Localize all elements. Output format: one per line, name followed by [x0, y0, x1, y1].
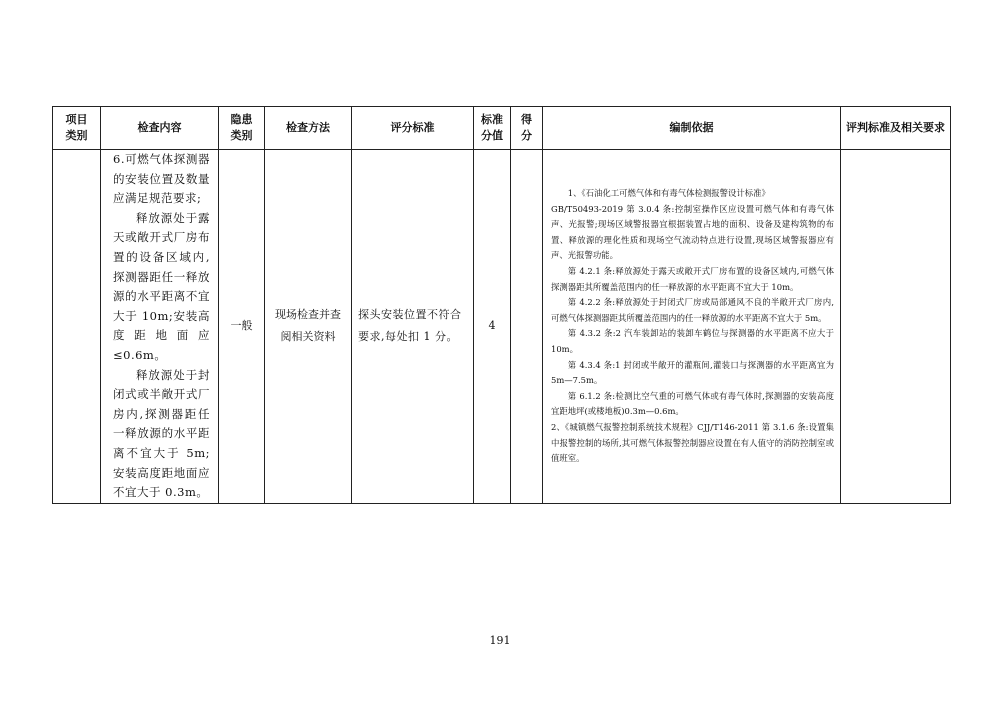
- header-method: 检查方法: [265, 107, 352, 150]
- basis-line: 2、《城镇燃气报警控制系统技术规程》CJJ/T146-2011 第 3.1.6 条:设置集中报警控制的场所,其可燃气体报警控制器应设置在有人值守的消防控制室或值班室。: [551, 421, 834, 464]
- content-item-enclosed-area: 释放源处于封闭式或半敞开式厂房内,探测器距任一释放源的水平距离不宜大于 5m;安装高度距地面应不宜大于 0.3m。: [113, 367, 210, 500]
- header-content: 检查内容: [101, 107, 219, 150]
- cell-basis: [543, 150, 841, 504]
- content-item-heading: 6.可燃气体探测器的安装位置及数量应满足规范要求;: [113, 152, 210, 206]
- cell-standard-score: 4: [474, 150, 511, 504]
- cell-hazard-type: 一般: [219, 150, 265, 504]
- cell-score: [511, 150, 543, 504]
- table-header-row: [53, 107, 951, 150]
- basis-line: 第 4.3.2 条:2 汽车装卸站的装卸车鹤位与探测器的水平距离不应大于 10m。: [551, 328, 834, 354]
- basis-line: 第 4.3.4 条:1 封闭或半敞开的灌瓶间,灌装口与探测器的水平距离宜为 5m—7.5m。: [551, 359, 834, 386]
- cell-category: [53, 150, 101, 504]
- basis-line: GB/T50493-2019 第 3.0.4 条:控制室操作区应设置可燃气体和有毒气体声、光报警;现场区域警报器宜根据装置占地的面积、设备及建构筑物的布置、释放源的理化性质和现场空气流动特点进行设置,现场区域警报器应有声、光报警功能。: [551, 203, 834, 261]
- basis-line: 第 4.2.1 条:释放源处于露天或敞开式厂房布置的设备区域内,可燃气体探测器距其所覆盖范围内的任一释放源的水平距离不宜大于 10m。: [551, 265, 834, 292]
- cell-judgment: [841, 150, 951, 504]
- header-standard-score: 标准分值: [474, 107, 511, 150]
- basis-line: 第 4.2.2 条:释放源处于封闭式厂房或局部通风不良的半敞开式厂房内,可燃气体探测器距其所覆盖范围内的任一释放源的水平距离不宜大于 5m。: [551, 297, 834, 323]
- content-item-open-area: 释放源处于露天或敞开式厂房布置的设备区域内,探测器距任一释放源的水平距离不宜大于 10m;安装高度距地面应≤0.6m。: [113, 210, 210, 362]
- basis-line: 第 6.1.2 条:检测比空气重的可燃气体或有毒气体时,探测器的安装高度宜距地坪(或楼地板)0.3m—0.6m。: [551, 390, 834, 417]
- header-scoring: 评分标准: [352, 107, 474, 150]
- header-score: 得分: [511, 107, 543, 150]
- header-judgment: 评判标准及相关要求: [841, 107, 951, 150]
- cell-scoring: 探头安装位置不符合要求,每处扣 1 分。: [352, 150, 474, 504]
- header-hazard-type: 隐患类别: [219, 107, 265, 150]
- inspection-table: [52, 106, 951, 504]
- basis-line: 1、《石油化工可燃气体和有毒气体检测报警设计标准》: [567, 188, 770, 198]
- header-basis: 编制依据: [543, 107, 841, 150]
- page-number: 191: [489, 634, 511, 647]
- cell-method: 现场检查并查阅相关资料: [265, 150, 352, 504]
- cell-content: [101, 150, 219, 504]
- header-category: 项目类别: [53, 107, 101, 150]
- table-row: [53, 150, 951, 504]
